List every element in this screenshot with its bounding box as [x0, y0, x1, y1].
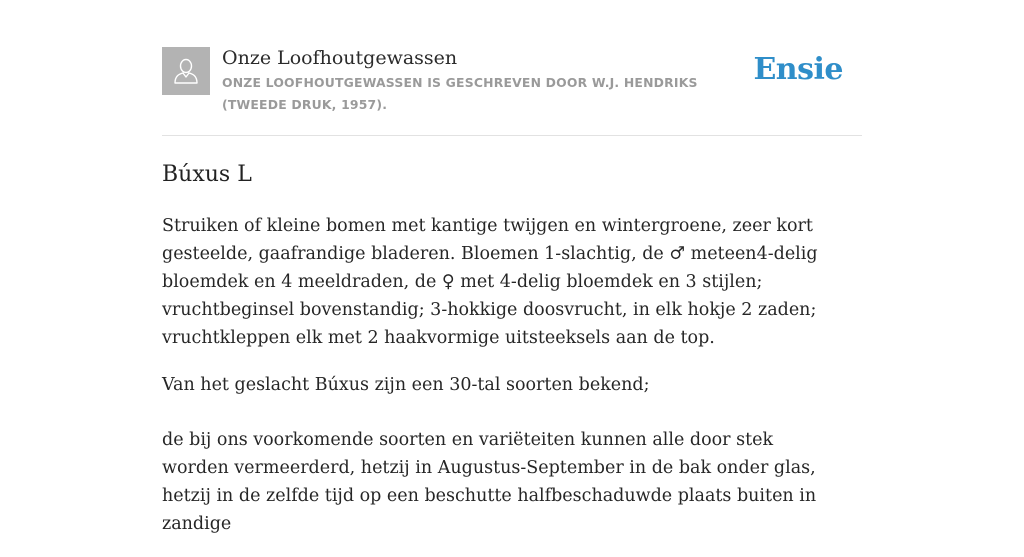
header-divider — [162, 135, 862, 136]
entry-paragraph: Van het geslacht Búxus zijn een 30-tal soorten bekend; — [162, 375, 650, 395]
entry-paragraph: de bij ons voorkomende soorten en variëteiten kunnen alle door stek worden vermeerderd, hetzij in Augustus-September in de bak onder glas, hetzij in de zelfde tijd op een beschutte halfbeschaduwde plaats buiten in zandige — [162, 430, 817, 534]
entry-paragraph: Struiken of kleine bomen met kantige twijgen en wintergroene, zeer kort gesteelde, gaafrandige bladeren. Bloemen 1-slachtig, de ♂ meteen4-delig bloemdek en 4 meeldraden, de ♀ met 4-delig bloemdek en 3 stijlen; vruchtbeginsel bovenstandig; 3-hokkige doosvrucht, in elk hokje 2 zaden; vruchtkleppen elk met 2 haakvormige uitsteeksels aan de top. — [162, 216, 818, 348]
entry-title: Búxus L — [162, 162, 252, 187]
source-description: ONZE LOOFHOUTGEWASSEN IS GESCHREVEN DOOR W.J. HENDRIKS (TWEEDE DRUK, 1957). — [222, 75, 698, 112]
user-silhouette-icon — [162, 47, 210, 95]
source-header — [162, 46, 862, 118]
entry-body — [162, 212, 842, 557]
ensie-logo[interactable]: Ensie — [753, 52, 843, 87]
source-title[interactable]: Onze Loofhoutgewassen — [222, 47, 458, 69]
